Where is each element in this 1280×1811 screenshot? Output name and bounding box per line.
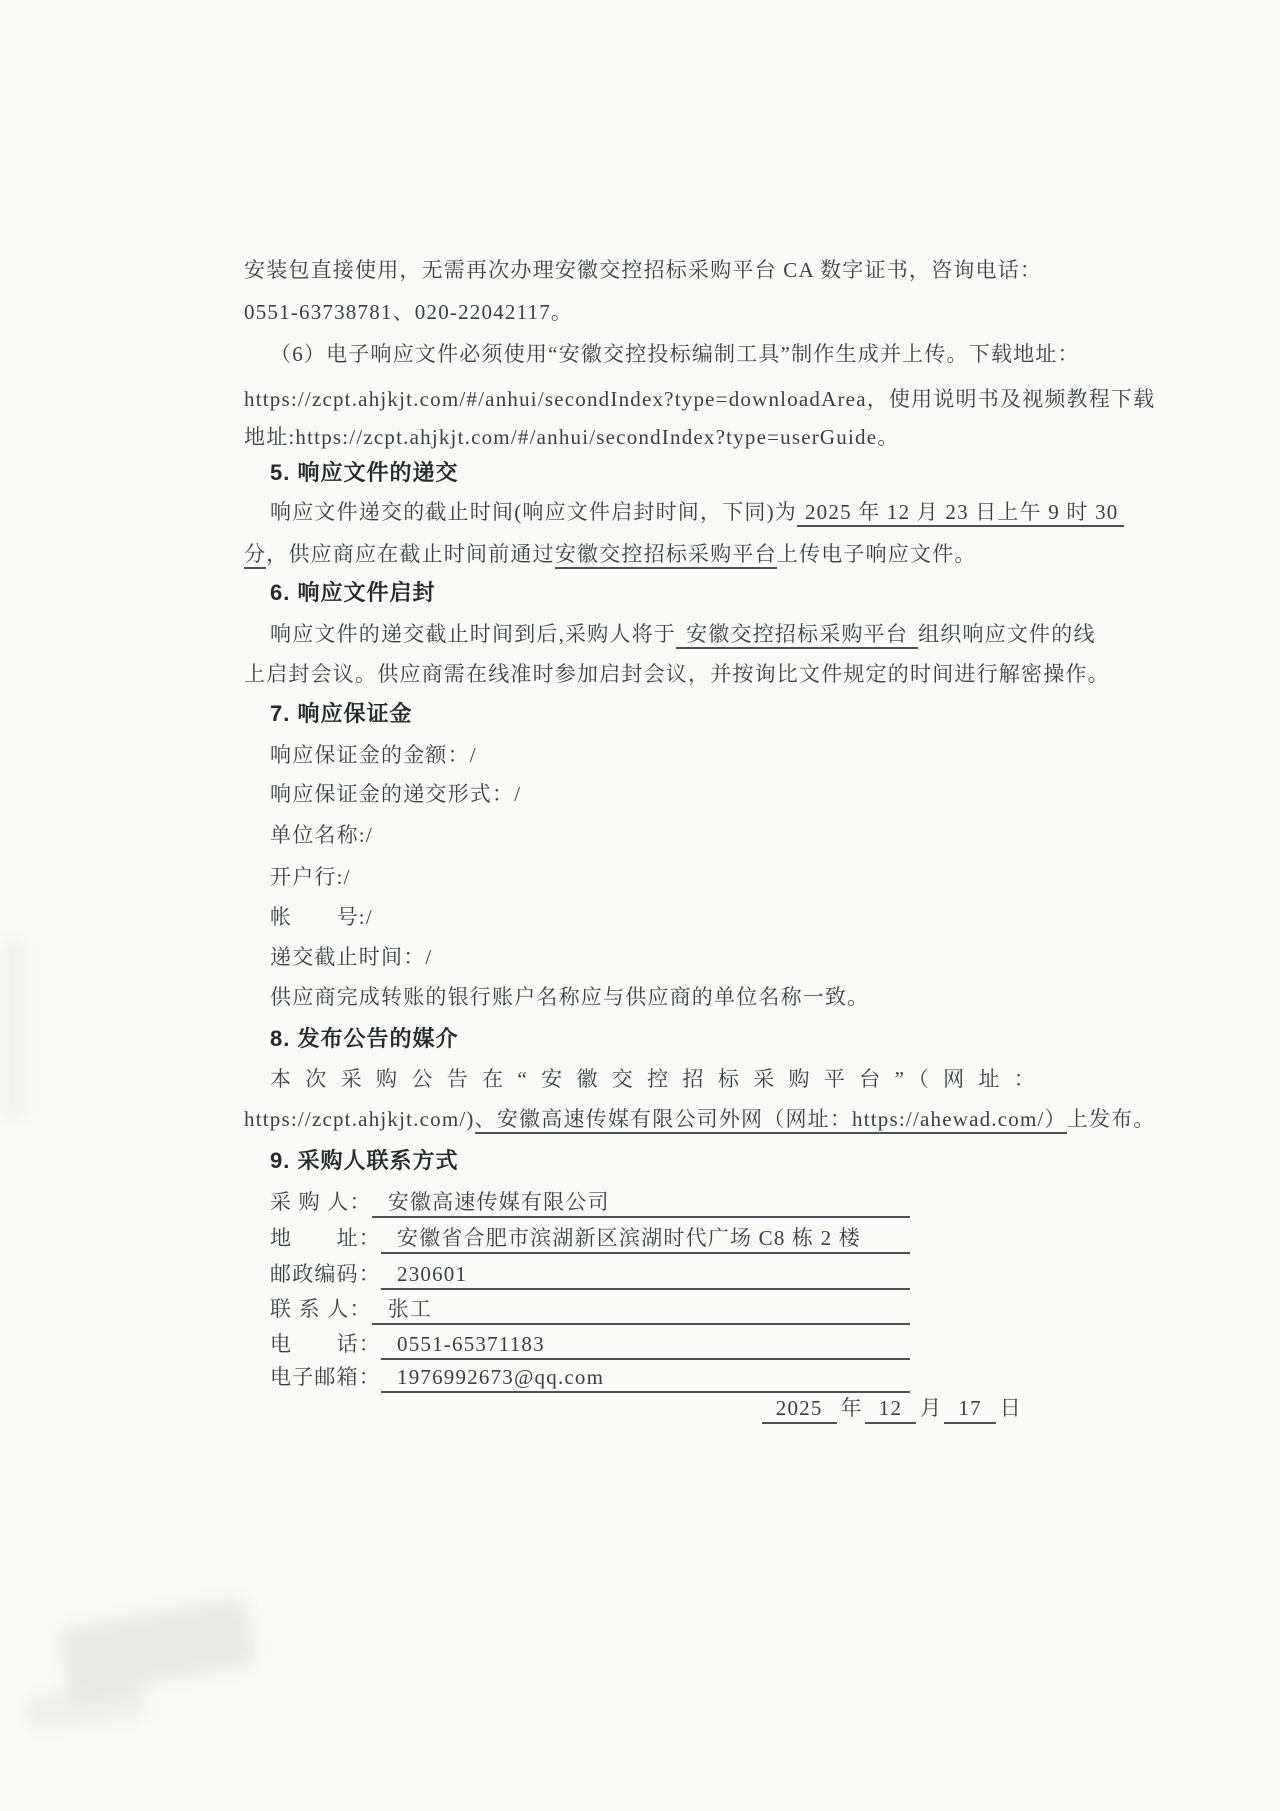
deposit-amount-line: 响应保证金的金额：/ xyxy=(270,743,477,767)
contact-row-phone xyxy=(270,1328,910,1360)
contact-row-address xyxy=(270,1222,910,1254)
date-month-unit: 月 xyxy=(920,1396,943,1420)
document-content xyxy=(244,0,1156,1811)
date-year: 2025 xyxy=(762,1396,837,1424)
address-label: 地 址： xyxy=(270,1226,381,1250)
deposit-form-line: 响应保证金的递交形式：/ xyxy=(270,782,522,806)
paragraph-ca-line-2: 0551-63738781、020-22042117。 xyxy=(244,300,574,324)
section8-line-2 xyxy=(244,1103,1156,1135)
scan-artifact xyxy=(25,1684,148,1730)
transfer-note-line: 供应商完成转账的银行账户名称应与供应商的单位名称一致。 xyxy=(270,985,870,1009)
section6-line1-tail: 组织响应文件的线 xyxy=(918,622,1096,646)
section-heading-5: 5. 响应文件的递交 xyxy=(270,460,459,485)
date-day-unit: 日 xyxy=(999,1396,1022,1420)
date-day: 17 xyxy=(944,1396,995,1424)
account-line: 帐 号:/ xyxy=(270,905,373,929)
postcode-value: 230601 xyxy=(381,1258,910,1290)
purchaser-value: 安徽高速传媒有限公司 xyxy=(372,1186,910,1218)
paragraph-6-line-1: （6）电子响应文件必须使用“安徽交控投标编制工具”制作生成并上传。下载地址： xyxy=(270,342,1080,366)
paragraph-ca-line-1: 安装包直接使用，无需再次办理安徽交控招标采购平台 CA 数字证书，咨询电话： xyxy=(244,258,1043,282)
contact-row-email xyxy=(270,1361,910,1393)
unit-name-line: 单位名称:/ xyxy=(270,823,373,847)
contact-row-purchaser xyxy=(270,1186,910,1218)
section-heading-7: 7. 响应保证金 xyxy=(270,701,413,726)
section5-line1-text: 响应文件递交的截止时间(响应文件启封时间，下同)为 xyxy=(270,500,797,524)
contact-person-value: 张工 xyxy=(372,1293,910,1325)
document-date xyxy=(244,1392,1036,1424)
paragraph-6-line-3: 地址:https://zcpt.ahjkjt.com/#/anhui/secondIndex?type=userGuide。 xyxy=(244,425,900,449)
email-value: 1976992673@qq.com xyxy=(381,1361,910,1393)
section5-line2-text: ，供应商应在截止时间前通过 xyxy=(266,542,555,566)
section-heading-6: 6. 响应文件启封 xyxy=(270,580,436,605)
platform-url-text: https://zcpt.ahjkjt.com/) xyxy=(244,1107,475,1131)
phone-value: 0551-65371183 xyxy=(381,1328,910,1360)
section8-line2-tail: 上发布。 xyxy=(1066,1107,1156,1131)
scan-artifact xyxy=(57,1596,256,1698)
address-value: 安徽省合肥市滨湖新区滨湖时代广场 C8 栋 2 楼 xyxy=(381,1222,910,1254)
date-month: 12 xyxy=(865,1396,916,1424)
section-heading-9: 9. 采购人联系方式 xyxy=(270,1148,459,1173)
section-heading-8: 8. 发布公告的媒介 xyxy=(270,1026,459,1051)
section6-line-1 xyxy=(270,618,1096,650)
section5-line-2 xyxy=(244,538,977,570)
media-website-underlined: 、安徽高速传媒有限公司外网（网址：https://ahewad.com/） xyxy=(475,1107,1067,1134)
platform-name-underlined: 安徽交控招标采购平台 xyxy=(555,542,777,569)
contact-row-postcode xyxy=(270,1258,910,1290)
date-year-unit: 年 xyxy=(840,1396,863,1420)
contact-row-person xyxy=(270,1293,910,1325)
postcode-label: 邮政编码： xyxy=(270,1262,381,1286)
section6-line-2: 上启封会议。供应商需在线准时参加启封会议，并按询比文件规定的时间进行解密操作。 xyxy=(244,662,1110,686)
purchaser-label: 采 购 人： xyxy=(270,1190,372,1214)
bank-line: 开户行:/ xyxy=(270,865,351,889)
section5-line-1 xyxy=(270,496,1124,528)
paragraph-6-line-2: https://zcpt.ahjkjt.com/#/anhui/secondIndex?type=downloadArea，使用说明书及视频教程下载 xyxy=(244,387,1156,411)
phone-label: 电 话： xyxy=(270,1332,381,1356)
scan-artifact xyxy=(0,940,26,1120)
deposit-deadline-line: 递交截止时间：/ xyxy=(270,945,433,969)
section5-line2-tail: 上传电子响应文件。 xyxy=(776,542,977,566)
platform-name-underlined: 安徽交控招标采购平台 xyxy=(676,622,918,649)
contact-person-label: 联 系 人： xyxy=(270,1297,372,1321)
email-label: 电子邮箱： xyxy=(270,1365,381,1389)
section8-line-1: 本次采购公告在“安徽交控招标采购平台”（网址： xyxy=(270,1067,1036,1091)
deadline-underlined-value: 2025 年 12 月 23 日上午 9 时 30 xyxy=(797,500,1125,527)
deadline-underlined-continuation: 分 xyxy=(244,542,266,569)
section6-line1-text: 响应文件的递交截止时间到后,采购人将于 xyxy=(270,622,677,646)
